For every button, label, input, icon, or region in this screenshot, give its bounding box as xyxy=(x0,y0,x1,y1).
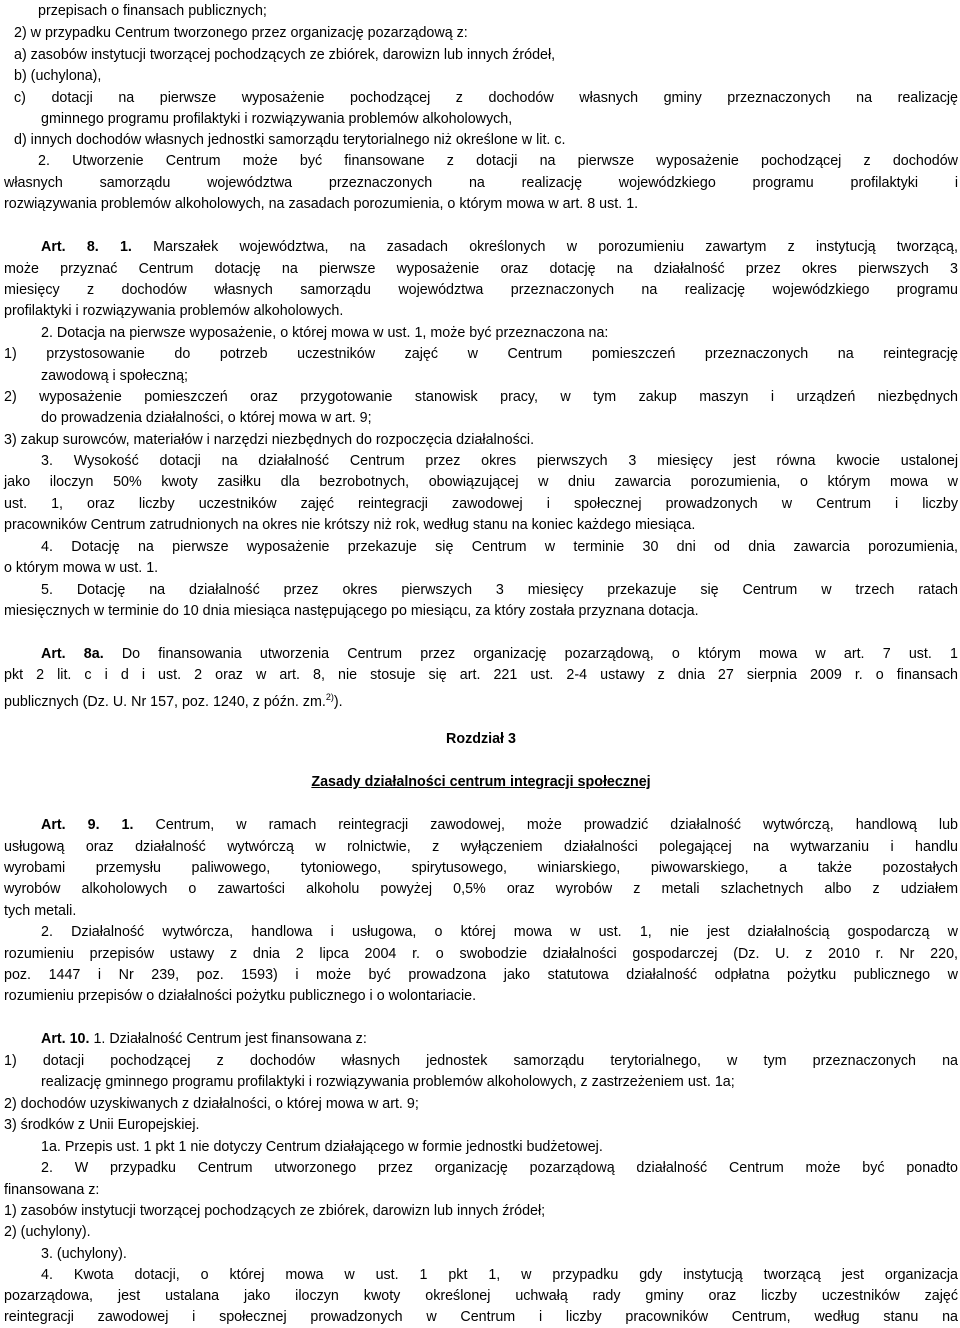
line-text: Zasady działalności centrum integracji społecznej xyxy=(311,774,651,790)
line-text: b) (uchylona), xyxy=(14,68,102,84)
text-line xyxy=(4,1265,958,1286)
text-line xyxy=(4,558,958,579)
line-text: 3) zakup surowców, materiałów i narzędzi niezbędnych do rozpoczęcia działalności. xyxy=(4,432,535,448)
line-text: pozarządowa, jest ustalana jako iloczyn kwoty określonej uchwałą rady gminy oraz liczby uczestników zajęć xyxy=(4,1288,958,1304)
line-text: profilaktyki i rozwiązywania problemów alkoholowych. xyxy=(4,303,344,319)
line-text: d) innych dochodów własnych jednostki samorządu terytorialnego niż określone w lit. c. xyxy=(14,132,566,148)
line-text: 3. (uchylony). xyxy=(41,1246,127,1262)
text-line xyxy=(4,986,958,1007)
text-line xyxy=(4,387,958,408)
line-text: publicznych (Dz. U. Nr 157, poz. 1240, z późn. zm. xyxy=(4,693,326,710)
text-line xyxy=(4,366,958,387)
line-text: 2. W przypadku Centrum utworzonego przez organizację pozarządową działalność Centrum może być ponadto xyxy=(41,1160,958,1176)
text-line xyxy=(4,23,958,44)
line-text: 3. Wysokość dotacji na działalność Centrum przez okres pierwszych 3 miesięcy jest równa kwocie ustalonej xyxy=(41,453,958,469)
text-line xyxy=(4,301,958,322)
line-text: wyrobów alkoholowych o zawartości alkoholu powyżej 0,5% oraz wyrobów z metali szlachetnych albo z udziałem xyxy=(4,881,958,897)
text-line xyxy=(4,1307,958,1328)
line-text: 1) zasobów instytucji tworzącej pochodzących ze zbiórek, darowizn lub innych źródeł; xyxy=(4,1203,546,1219)
line-text: pkt 2 lit. c i d i ust. 2 oraz w art. 8, nie stosuje się art. 221 ust. 2-4 ustawy z dnia 27 sierpnia 2009 r. o finansach xyxy=(4,667,958,683)
line-text: wyrobami przemysłu paliwowego, tytoniowego, spirytusowego, winiarskiego, piwowarskiego, a także pozostałych xyxy=(4,860,958,876)
text-line xyxy=(4,109,958,130)
line-text: usługową oraz działalność wytwórczą w rolnictwie, z wyłączeniem działalności polegającej na wytwarzaniu i handlu xyxy=(4,839,958,855)
text-line xyxy=(4,237,958,258)
text-line xyxy=(4,687,958,708)
line-text: Centrum, w ramach reintegracji zawodowej, może prowadzić działalność wytwórczą, handlową lub xyxy=(133,817,958,833)
line-text: miesięcy z dochodów własnych samorządu województwa przeznaczonych na realizację wojewódzkiego programu xyxy=(4,282,958,298)
line-text: realizację gminnego programu profilaktyki i rozwiązywania problemów alkoholowych, z zastrzeżeniem ust. 1a; xyxy=(41,1074,735,1090)
line-text: 3) środków z Unii Europejskiej. xyxy=(4,1117,200,1133)
line-text: Do finansowania utworzenia Centrum przez organizację pozarządową, o którym mowa w art. 7 ust. 1 xyxy=(103,646,958,662)
text-line xyxy=(4,1094,958,1115)
line-text: pracowników Centrum zatrudnionych na okres nie krótszy niż rok, według stanu na koniec każdego miesiąca. xyxy=(4,517,696,533)
article-number: Art. 8a. xyxy=(41,646,104,662)
text-line xyxy=(4,644,958,665)
text-line xyxy=(4,280,958,301)
line-text: rozwiązywania problemów alkoholowych, na zasadach porozumienia, o którym mowa w art. 8 ust. 1. xyxy=(4,196,639,212)
text-line xyxy=(4,965,958,986)
text-line xyxy=(4,1222,958,1243)
line-text: 2. Utworzenie Centrum może być finansowane z dotacji na pierwsze wyposażenie pochodzącej z dochodów xyxy=(38,153,958,169)
text-line xyxy=(4,815,958,836)
line-text: miesięcznych w terminie do 10 dnia miesiąca następującego po miesiącu, za który została przyznana dotacja. xyxy=(4,603,699,619)
text-line xyxy=(4,259,958,280)
line-text: jako iloczyn 50% kwoty zasiłku dla bezrobotnych, obowiązującej w dniu zawarcia porozumienia, o którym mowa w xyxy=(4,474,958,490)
text-line xyxy=(4,88,958,109)
text-line xyxy=(4,1244,958,1265)
text-line xyxy=(4,515,958,536)
text-line xyxy=(4,1158,958,1179)
text-line xyxy=(4,1115,958,1136)
text-line xyxy=(4,45,958,66)
line-text: ust. 1, oraz liczby uczestników zajęć reintegracji zawodowej i społecznej prowadzonych w Centrum i liczby xyxy=(4,496,958,512)
line-text: własnych samorządu województwa przeznaczonych na realizację wojewódzkiego programu profilaktyki i xyxy=(4,175,958,191)
text-line xyxy=(4,1,958,22)
section-heading xyxy=(4,772,958,793)
text-line xyxy=(4,1180,958,1201)
article-number: Art. 9. 1. xyxy=(41,817,134,833)
line-text: rozumieniu przepisów ustawy z dnia 2 lipca 2004 r. o swobodzie działalności gospodarczej (Dz. U. z 2010 r. Nr 220, xyxy=(4,946,958,962)
text-line xyxy=(4,151,958,172)
line-text: finansowana z: xyxy=(4,1182,100,1198)
line-text: Marszałek województwa, na zasadach określonych w porozumieniu zawartym z instytucją tworzącą, xyxy=(131,239,958,255)
text-line xyxy=(4,194,958,215)
line-text: 2) (uchylony). xyxy=(4,1224,91,1240)
line-text: 2. Działalność wytwórcza, handlowa i usługowa, o której mowa w ust. 1, nie jest działalnością gospodarczą w xyxy=(41,924,958,940)
line-text: może przyznać Centrum dotację na pierwsze wyposażenie oraz dotację na działalność przez okres pierwszych 3 xyxy=(4,261,958,277)
text-line xyxy=(4,344,958,365)
article-number: Art. 8. 1. xyxy=(41,239,132,255)
text-line xyxy=(4,837,958,858)
text-line xyxy=(4,1137,958,1158)
text-line xyxy=(4,1201,958,1222)
text-line xyxy=(4,1286,958,1307)
line-text: 2) w przypadku Centrum tworzonego przez organizację pozarządową z: xyxy=(14,25,468,41)
text-line xyxy=(4,858,958,879)
text-line xyxy=(4,1051,958,1072)
line-text: poz. 1447 i Nr 239, poz. 1593) i może być prowadzona jako statutowa działalność odpłatna pożytku publicznego w xyxy=(4,967,958,983)
text-line xyxy=(4,537,958,558)
line-text: 2) wyposażenie pomieszczeń oraz przygotowanie stanowisk pracy, w tym zakup maszyn i urządzeń niezbędnych xyxy=(4,389,958,405)
line-text: a) zasobów instytucji tworzącej pochodzących ze zbiórek, darowizn lub innych źródeł, xyxy=(14,47,556,63)
text-line xyxy=(4,494,958,515)
line-text: ). xyxy=(333,693,343,710)
line-text: 1a. Przepis ust. 1 pkt 1 nie dotyczy Centrum działającego w formie jednostki budżetowej. xyxy=(41,1139,603,1155)
line-text: gminnego programu profilaktyki i rozwiązywania problemów alkoholowych, xyxy=(41,111,513,127)
line-text: 1) dotacji pochodzącej z dochodów własnych jednostek samorządu terytorialnego, w tym przeznaczonych na xyxy=(4,1053,958,1069)
line-text: reintegracji zawodowej i społecznej prowadzonych w Centrum i liczby pracowników Centrum, według stanu na xyxy=(4,1309,958,1325)
line-text: 4. Dotację na pierwsze wyposażenie przekazuje się Centrum w terminie 30 dni od dnia zawarcia porozumienia, xyxy=(41,539,958,555)
text-line xyxy=(4,408,958,429)
text-line xyxy=(4,173,958,194)
line-text: c) dotacji na pierwsze wyposażenie pochodzącej z dochodów własnych gminy przeznaczonych na realizację xyxy=(14,90,958,106)
line-text: 1) przystosowanie do potrzeb uczestników zajęć w Centrum pomieszczeń przeznaczonych na reintegrację xyxy=(4,346,958,362)
text-line xyxy=(4,922,958,943)
text-line xyxy=(4,472,958,493)
text-line xyxy=(4,1029,958,1050)
text-line xyxy=(4,879,958,900)
line-text: przepisach o finansach publicznych; xyxy=(38,3,267,19)
line-text: 2) dochodów uzyskiwanych z działalności, o której mowa w art. 9; xyxy=(4,1096,419,1112)
line-text: tych metali. xyxy=(4,903,77,919)
line-text: do prowadzenia działalności, o której mowa w art. 9; xyxy=(41,410,372,426)
text-line xyxy=(4,451,958,472)
text-line xyxy=(4,944,958,965)
text-line xyxy=(4,665,958,686)
text-line xyxy=(4,1072,958,1093)
line-text: 5. Dotację na działalność przez okres pierwszych 3 miesięcy przekazuje się Centrum w trzech ratach xyxy=(41,582,958,598)
text-line xyxy=(4,130,958,151)
text-line xyxy=(4,901,958,922)
text-line xyxy=(4,601,958,622)
section-heading xyxy=(4,729,958,750)
text-line xyxy=(4,580,958,601)
line-text: 2. Dotacja na pierwsze wyposażenie, o której mowa w ust. 1, może być przeznaczona na: xyxy=(41,325,609,341)
line-text: zawodową i społeczną; xyxy=(41,368,189,384)
line-text: Rozdział 3 xyxy=(446,731,516,747)
text-line xyxy=(4,66,958,87)
footnote-marker: 2) xyxy=(325,692,334,702)
line-text: rozumieniu przepisów o działalności pożytku publicznego i o wolontariacie. xyxy=(4,988,477,1004)
article-number: Art. 10. xyxy=(41,1031,90,1047)
line-text: o którym mowa w ust. 1. xyxy=(4,560,159,576)
text-line xyxy=(4,323,958,344)
line-text: 1. Działalność Centrum jest finansowana z: xyxy=(89,1031,367,1047)
line-text: 4. Kwota dotacji, o której mowa w ust. 1 pkt 1, w przypadku gdy instytucją tworzącą jest organizacja xyxy=(41,1267,958,1283)
text-line xyxy=(4,430,958,451)
